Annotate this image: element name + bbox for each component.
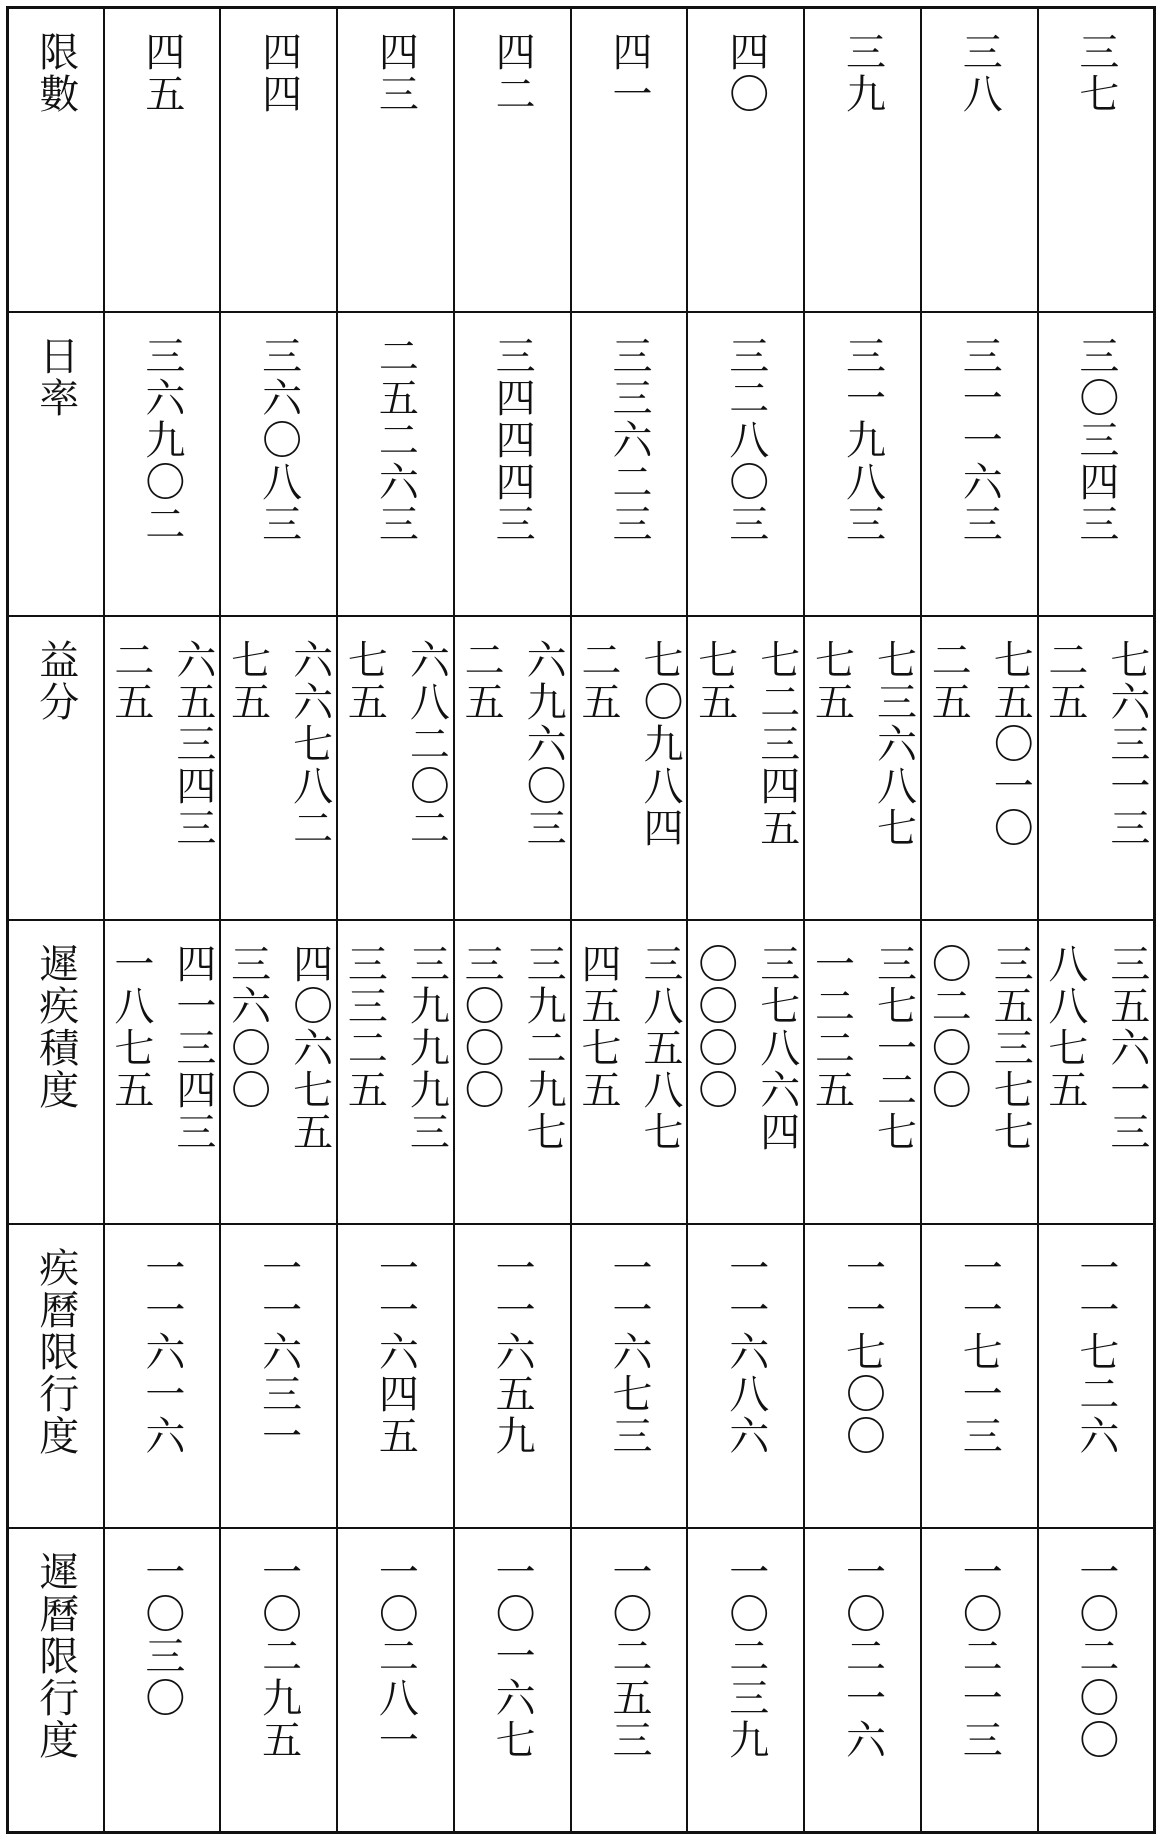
- classical-table: [6, 6, 1156, 1834]
- table-cell: [804, 1528, 921, 1833]
- cell-value: 三九二九七: [520, 943, 567, 1153]
- cell-value-secondary: 一八七五: [107, 943, 154, 1111]
- cell-value-secondary: 二五: [107, 639, 154, 723]
- cell-value: 七二三四五: [753, 639, 800, 849]
- table-cell: [104, 1528, 221, 1833]
- cell-value: 一一六八六: [722, 1247, 769, 1457]
- table-cell: [1038, 920, 1155, 1224]
- table-row: [8, 920, 1155, 1224]
- row-header-cell: [8, 312, 104, 616]
- table-cell: [337, 8, 454, 313]
- table-cell: [687, 1224, 804, 1528]
- cell-value: 一〇二一三: [956, 1551, 1003, 1761]
- cell-value-secondary: 七五: [691, 639, 738, 723]
- cell-value-secondary: 二五: [458, 639, 505, 723]
- cell-value-secondary: 三〇〇〇: [458, 943, 505, 1111]
- cell-value: 一一七一三: [956, 1247, 1003, 1457]
- table-cell: [571, 1224, 688, 1528]
- cell-value: 三六〇八三: [255, 335, 302, 545]
- table-cell: [571, 920, 688, 1224]
- table-cell: [1038, 616, 1155, 920]
- row-header-cell: [8, 920, 104, 1224]
- table-cell: [454, 1224, 571, 1528]
- table-row: [8, 312, 1155, 616]
- cell-value: 一一六三一: [255, 1247, 302, 1457]
- cell-value: 三二八〇三: [722, 335, 769, 545]
- row-header-cell: [8, 1224, 104, 1528]
- row-header-label: 限數: [32, 31, 79, 115]
- cell-value-secondary: 八八七五: [1041, 943, 1088, 1111]
- row-header-cell: [8, 1528, 104, 1833]
- table-cell: [1038, 8, 1155, 313]
- table-cell: [104, 8, 221, 313]
- cell-value: 一〇二八一: [372, 1551, 419, 1761]
- cell-value: 六九六〇三: [520, 639, 567, 849]
- cell-value-secondary: 二五: [574, 639, 621, 723]
- table-cell: [921, 8, 1038, 313]
- cell-value: 一〇一六七: [489, 1551, 536, 1761]
- table-cell: [571, 8, 688, 313]
- table-cell: [804, 920, 921, 1224]
- cell-value-secondary: 四五七五: [574, 943, 621, 1111]
- cell-value: 七五〇一〇: [987, 639, 1034, 849]
- cell-value: 七三六八七: [870, 639, 917, 849]
- table-cell: [220, 616, 337, 920]
- cell-value: 三五三七七: [987, 943, 1034, 1153]
- cell-value: 一〇二三九: [722, 1551, 769, 1761]
- cell-value: 四五: [138, 31, 185, 115]
- cell-value-secondary: 二五: [925, 639, 972, 723]
- cell-value: 一一七二六: [1072, 1247, 1119, 1457]
- cell-value: 一〇二〇〇: [1072, 1551, 1119, 1761]
- cell-value: 一一六一六: [138, 1247, 185, 1457]
- table-cell: [454, 8, 571, 313]
- cell-value: 四一三四三: [169, 943, 216, 1153]
- table-cell: [104, 1224, 221, 1528]
- table-row: [8, 1528, 1155, 1833]
- cell-value: 六五三四三: [169, 639, 216, 849]
- cell-value: 一一七〇〇: [839, 1247, 886, 1457]
- row-header-cell: [8, 8, 104, 313]
- table-cell: [687, 8, 804, 313]
- table-cell: [220, 1224, 337, 1528]
- table-cell: [220, 8, 337, 313]
- cell-value-secondary: 三三二五: [341, 943, 388, 1111]
- cell-value: 七〇九八四: [636, 639, 683, 849]
- cell-value-secondary: 七五: [224, 639, 271, 723]
- table-cell: [337, 920, 454, 1224]
- table-row: [8, 1224, 1155, 1528]
- cell-value: 七六三一三: [1103, 639, 1150, 849]
- cell-value: 三八: [956, 31, 1003, 115]
- cell-value: 三五六一三: [1103, 943, 1150, 1153]
- table-row: [8, 8, 1155, 313]
- cell-value: 三九: [839, 31, 886, 115]
- cell-value: 四二: [489, 31, 536, 115]
- table-cell: [571, 312, 688, 616]
- cell-value: 四三: [372, 31, 419, 115]
- table-cell: [804, 616, 921, 920]
- cell-value: 一〇二五三: [605, 1551, 652, 1761]
- cell-value: 三九九九三: [403, 943, 450, 1153]
- cell-value-secondary: 二五: [1041, 639, 1088, 723]
- cell-value: 四〇六七五: [286, 943, 333, 1153]
- row-header-label: 遲曆限行度: [32, 1551, 79, 1761]
- table-cell: [921, 920, 1038, 1224]
- table-cell: [1038, 1224, 1155, 1528]
- table-cell: [337, 1224, 454, 1528]
- cell-value-secondary: 〇二〇〇: [925, 943, 972, 1111]
- cell-value: 三六九〇二: [138, 335, 185, 545]
- table-cell: [337, 1528, 454, 1833]
- cell-value: 三一一六三: [956, 335, 1003, 545]
- row-header-label: 遲疾積度: [32, 943, 79, 1111]
- cell-value: 一〇二一六: [839, 1551, 886, 1761]
- row-header-label: 疾曆限行度: [32, 1247, 79, 1457]
- table-cell: [454, 920, 571, 1224]
- cell-value: 六八二〇二: [403, 639, 450, 849]
- cell-value-secondary: 〇〇〇〇: [691, 943, 738, 1111]
- cell-value: 六六七八二: [286, 639, 333, 849]
- cell-value: 一一六七三: [605, 1247, 652, 1457]
- table-row: [8, 616, 1155, 920]
- cell-value-secondary: 一二二五: [808, 943, 855, 1111]
- table-cell: [104, 920, 221, 1224]
- table-cell: [454, 1528, 571, 1833]
- table-cell: [220, 1528, 337, 1833]
- table-cell: [687, 616, 804, 920]
- table-cell: [337, 616, 454, 920]
- row-header-label: 日率: [32, 335, 79, 419]
- row-header-cell: [8, 616, 104, 920]
- cell-value-secondary: 七五: [808, 639, 855, 723]
- cell-value: 一一六四五: [372, 1247, 419, 1457]
- cell-value: 三八五八七: [636, 943, 683, 1153]
- table-cell: [104, 616, 221, 920]
- table-cell: [804, 312, 921, 616]
- cell-value: 四四: [255, 31, 302, 115]
- row-header-label: 益分: [32, 639, 79, 723]
- table-cell: [921, 616, 1038, 920]
- table-cell: [220, 312, 337, 616]
- cell-value: 三七一二七: [870, 943, 917, 1153]
- cell-value: 四一: [605, 31, 652, 115]
- table-cell: [1038, 1528, 1155, 1833]
- table-cell: [571, 616, 688, 920]
- table-cell: [804, 8, 921, 313]
- table-cell: [104, 312, 221, 616]
- cell-value: 二五二六三: [372, 335, 419, 545]
- table-cell: [337, 312, 454, 616]
- table-cell: [687, 312, 804, 616]
- table-cell: [687, 920, 804, 1224]
- cell-value: 三一九八三: [839, 335, 886, 545]
- table-cell: [687, 1528, 804, 1833]
- table-cell: [804, 1224, 921, 1528]
- cell-value: 四〇: [722, 31, 769, 115]
- table-cell: [571, 1528, 688, 1833]
- table-cell: [220, 920, 337, 1224]
- table-cell: [454, 616, 571, 920]
- table-cell: [921, 1224, 1038, 1528]
- table-cell: [454, 312, 571, 616]
- table-cell: [1038, 312, 1155, 616]
- cell-value: 一〇三〇: [138, 1551, 185, 1719]
- cell-value-secondary: 三六〇〇: [224, 943, 271, 1111]
- cell-value: 三四四四三: [489, 335, 536, 545]
- cell-value: 三三六二三: [605, 335, 652, 545]
- cell-value: 一〇二九五: [255, 1551, 302, 1761]
- table-cell: [921, 1528, 1038, 1833]
- cell-value: 一一六五九: [489, 1247, 536, 1457]
- cell-value: 三〇三四三: [1072, 335, 1119, 545]
- cell-value-secondary: 七五: [341, 639, 388, 723]
- cell-value: 三七八六四: [753, 943, 800, 1153]
- cell-value: 三七: [1072, 31, 1119, 115]
- table-cell: [921, 312, 1038, 616]
